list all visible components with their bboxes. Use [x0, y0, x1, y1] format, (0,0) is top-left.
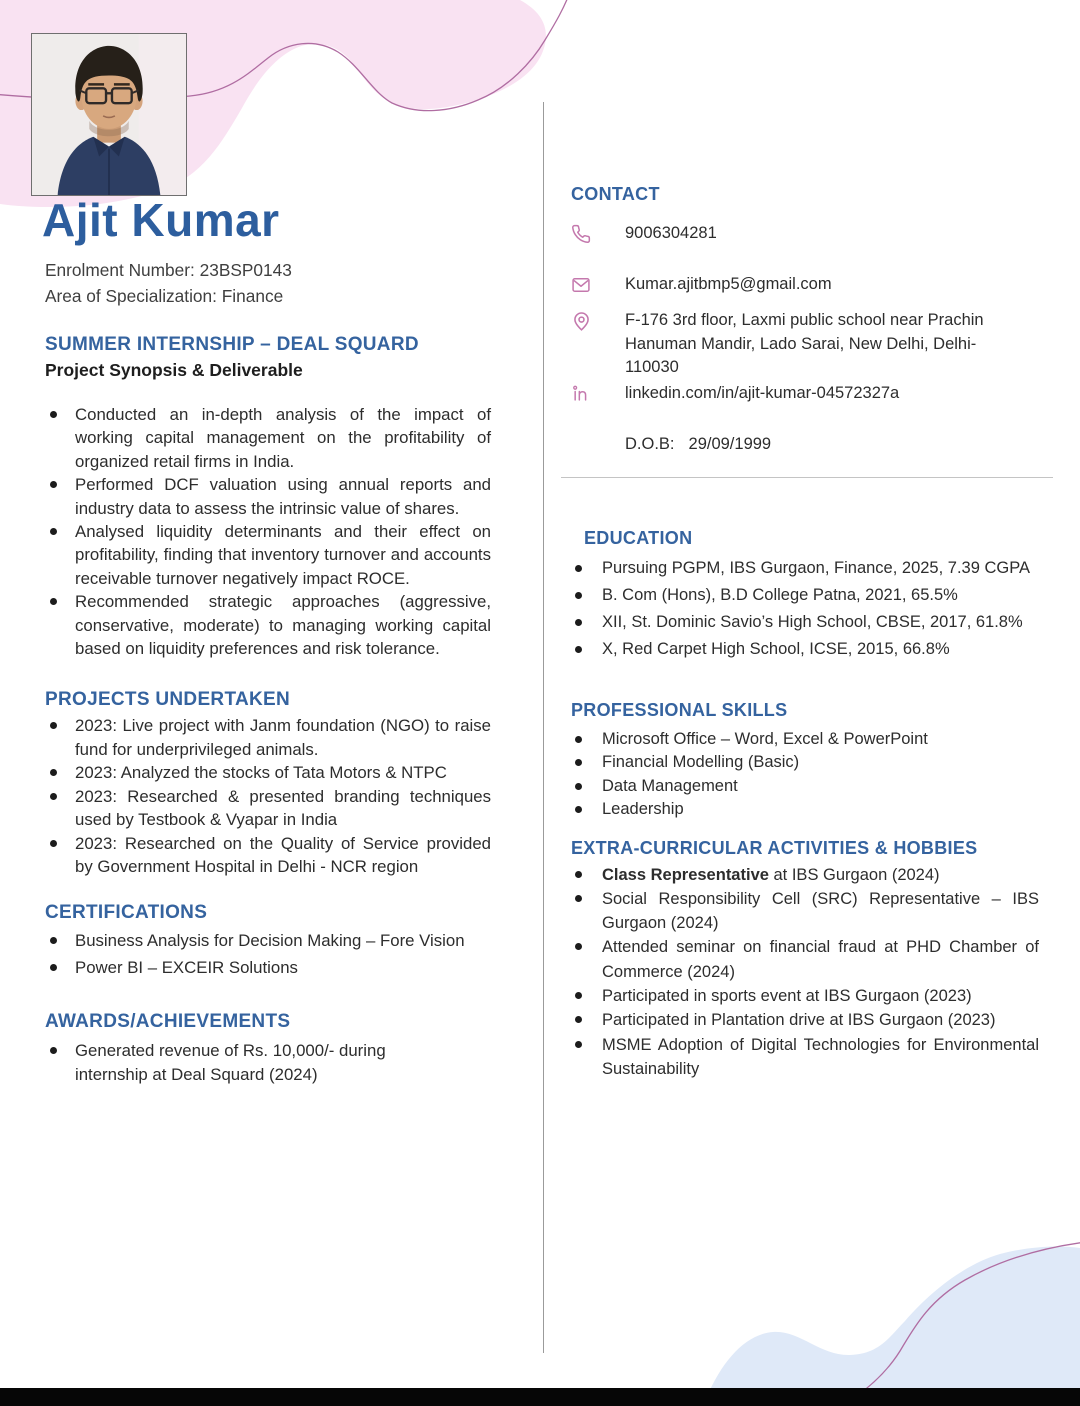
person-portrait-icon	[32, 34, 186, 195]
bullet-dot	[575, 992, 582, 999]
list-item	[571, 984, 1039, 1008]
list-item	[571, 887, 1039, 936]
education-bullet-list	[571, 555, 1039, 663]
bullet-text: 2023: Researched & presented branding techniques used by Testbook & Vyapar in India	[75, 786, 491, 830]
bullet-dot	[575, 759, 582, 766]
phone-icon	[571, 222, 595, 244]
skills-section	[571, 699, 1039, 822]
internship-bullet-list	[45, 403, 491, 660]
enrolment-number: Enrolment Number: 23BSP0143	[45, 260, 292, 280]
bullet-text: Attended seminar on financial fraud at PHD Chamber of Commerce (2024)	[602, 938, 1039, 981]
awards-bullet-list	[45, 1039, 417, 1086]
contact-row-email	[571, 273, 1039, 297]
section-title-skills: PROFESSIONAL SKILLS	[571, 699, 788, 720]
footer-bar	[0, 1388, 1080, 1406]
list-item	[45, 761, 491, 784]
bullet-dot	[575, 646, 582, 653]
bullet-text: X, Red Carpet High School, ICSE, 2015, 66.8%	[602, 639, 950, 658]
section-title-contact: CONTACT	[571, 184, 660, 204]
specialization: Area of Specialization: Finance	[45, 285, 284, 306]
column-divider	[543, 102, 544, 1353]
projects-bullet-list	[45, 714, 491, 878]
bullet-text: B. Com (Hons), B.D College Patna, 2021, 65.5%	[602, 585, 958, 604]
bullet-text: 2023: Live project with Janm foundation (NGO) to raise fund for underprivileged animals.	[75, 716, 491, 759]
certifications-bullet-list	[45, 929, 491, 980]
list-item	[45, 590, 491, 660]
bullet-dot	[50, 793, 57, 800]
bullet-dot	[575, 619, 582, 626]
phone-number: 9006304281	[625, 224, 717, 242]
list-item	[571, 636, 1039, 663]
bullet-dot	[575, 871, 582, 878]
extracurricular-bullet-list	[571, 863, 1039, 1082]
bullet-text-bold: Class Representative	[602, 865, 769, 884]
list-item	[571, 935, 1039, 984]
skills-bullet-list	[571, 728, 1039, 822]
right-column	[571, 183, 1039, 1081]
contact-row-phone	[571, 222, 1039, 246]
section-title-education: EDUCATION	[584, 527, 693, 548]
section-title-certifications: CERTIFICATIONS	[45, 902, 208, 924]
profile-photo	[31, 33, 187, 196]
postal-address: F-176 3rd floor, Laxmi public school near Prachin Hanuman Mandir, Lado Sarai, New Delhi, Delhi-110030	[625, 311, 984, 376]
contact-row-address	[571, 309, 1039, 380]
bullet-dot	[575, 592, 582, 599]
bullet-text: Recommended strategic approaches (aggressive, conservative, moderate) to managing working capital based on liquidity preferences and risk tolerance.	[75, 592, 491, 659]
location-pin-icon	[571, 309, 595, 332]
bullet-dot	[50, 528, 57, 535]
list-item	[45, 929, 491, 953]
bullet-dot	[50, 411, 57, 418]
list-item	[45, 520, 491, 590]
bullet-dot	[50, 937, 57, 944]
bullet-text: MSME Adoption of Digital Technologies for Environmental Sustainability	[602, 1035, 1039, 1078]
bullet-text: at IBS Gurgaon (2024)	[768, 865, 940, 884]
bullet-dot	[50, 840, 57, 847]
linkedin-url: linkedin.com/in/ajit-kumar-04572327a	[625, 383, 900, 402]
left-column	[45, 258, 491, 1086]
linkedin-icon	[571, 382, 595, 404]
section-title-awards: AWARDS/ACHIEVEMENTS	[45, 1011, 291, 1033]
section-title-extracurricular: EXTRA-CURRICULAR ACTIVITIES & HOBBIES	[571, 837, 978, 858]
bullet-text: Participated in Plantation drive at IBS Gurgaon (2023)	[602, 1011, 996, 1030]
bullet-text: Data Management	[602, 776, 738, 795]
contact-row-linkedin	[571, 382, 1039, 406]
bullet-dot	[50, 598, 57, 605]
page-title-name: Ajit Kumar	[42, 194, 280, 246]
list-item	[571, 1033, 1039, 1082]
list-item	[571, 609, 1039, 636]
bullet-text: Performed DCF valuation using annual reports and industry data to assess the intrinsic value of shares.	[75, 475, 491, 518]
bullet-dot	[50, 1047, 57, 1054]
bullet-dot	[575, 895, 582, 902]
section-title-internship: SUMMER INTERNSHIP – DEAL SQUARD	[45, 334, 419, 355]
extracurricular-section	[571, 837, 1039, 1082]
bullet-text: Social Responsibility Cell (SRC) Representative – IBS Gurgaon (2024)	[602, 889, 1039, 933]
bullet-dot	[50, 769, 57, 776]
list-item	[45, 473, 491, 520]
section-title-projects: PROJECTS UNDERTAKEN	[45, 689, 290, 711]
contact-row-dob	[571, 433, 1039, 457]
decorative-wave-bottom	[0, 1236, 1080, 1406]
bullet-text: Business Analysis for Decision Making – Fore Vision	[75, 931, 465, 951]
bullet-text: Microsoft Office – Word, Excel & PowerPoint	[602, 729, 928, 748]
list-item	[571, 775, 1039, 799]
bullet-text: Conducted an in-depth analysis of the impact of working capital management on the profitability of organized retail firms in India.	[75, 405, 491, 471]
bullet-text: Generated revenue of Rs. 10,000/- during internship at Deal Squard (2024)	[75, 1041, 386, 1084]
email-address: Kumar.ajitbmp5@gmail.com	[625, 274, 832, 293]
list-item	[571, 751, 1039, 775]
list-item	[571, 728, 1039, 752]
bullet-dot	[575, 1041, 582, 1048]
bullet-dot	[575, 943, 582, 950]
bullet-text: 2023: Researched on the Quality of Service provided by Government Hospital in Delhi - NCR region	[75, 833, 491, 876]
list-item	[571, 798, 1039, 822]
list-item	[571, 582, 1039, 609]
bullet-dot	[575, 736, 582, 743]
email-icon	[571, 273, 595, 295]
bullet-dot	[575, 783, 582, 790]
bullet-text: XII, St. Dominic Savio’s High School, CBSE, 2017, 61.8%	[602, 612, 1023, 631]
bullet-text: Financial Modelling (Basic)	[602, 753, 800, 771]
dob-label: D.O.B:	[625, 435, 675, 453]
bullet-text: Power BI – EXCEIR Solutions	[75, 958, 298, 978]
education-section	[571, 527, 1039, 663]
list-item	[45, 785, 491, 832]
bullet-dot	[575, 565, 582, 572]
list-item	[45, 956, 491, 980]
bullet-dot	[50, 964, 57, 971]
list-item	[45, 403, 491, 473]
list-item	[45, 832, 491, 879]
list-item	[45, 1039, 417, 1086]
bullet-text: Analysed liquidity determinants and their effect on profitability, finding that inventory turnover and accounts receivable turnover negatively impact ROCE.	[75, 522, 491, 588]
bullet-text: Leadership	[602, 800, 684, 818]
list-item	[571, 555, 1039, 582]
list-item	[45, 714, 491, 761]
list-item	[571, 1008, 1039, 1032]
list-item	[571, 863, 1039, 887]
bullet-dot	[575, 806, 582, 813]
bullet-text: Participated in sports event at IBS Gurgaon (2023)	[602, 986, 972, 1005]
bullet-dot	[50, 481, 57, 488]
bullet-text: 2023: Analyzed the stocks of Tata Motors & NTPC	[75, 763, 447, 783]
bullet-dot	[50, 722, 57, 729]
dob-value: 29/09/1999	[688, 435, 772, 453]
bullet-text: Pursuing PGPM, IBS Gurgaon, Finance, 2025, 7.39 CGPA	[602, 558, 1031, 577]
bullet-dot	[575, 1016, 582, 1023]
internship-subtitle: Project Synopsis & Deliverable	[45, 360, 303, 380]
